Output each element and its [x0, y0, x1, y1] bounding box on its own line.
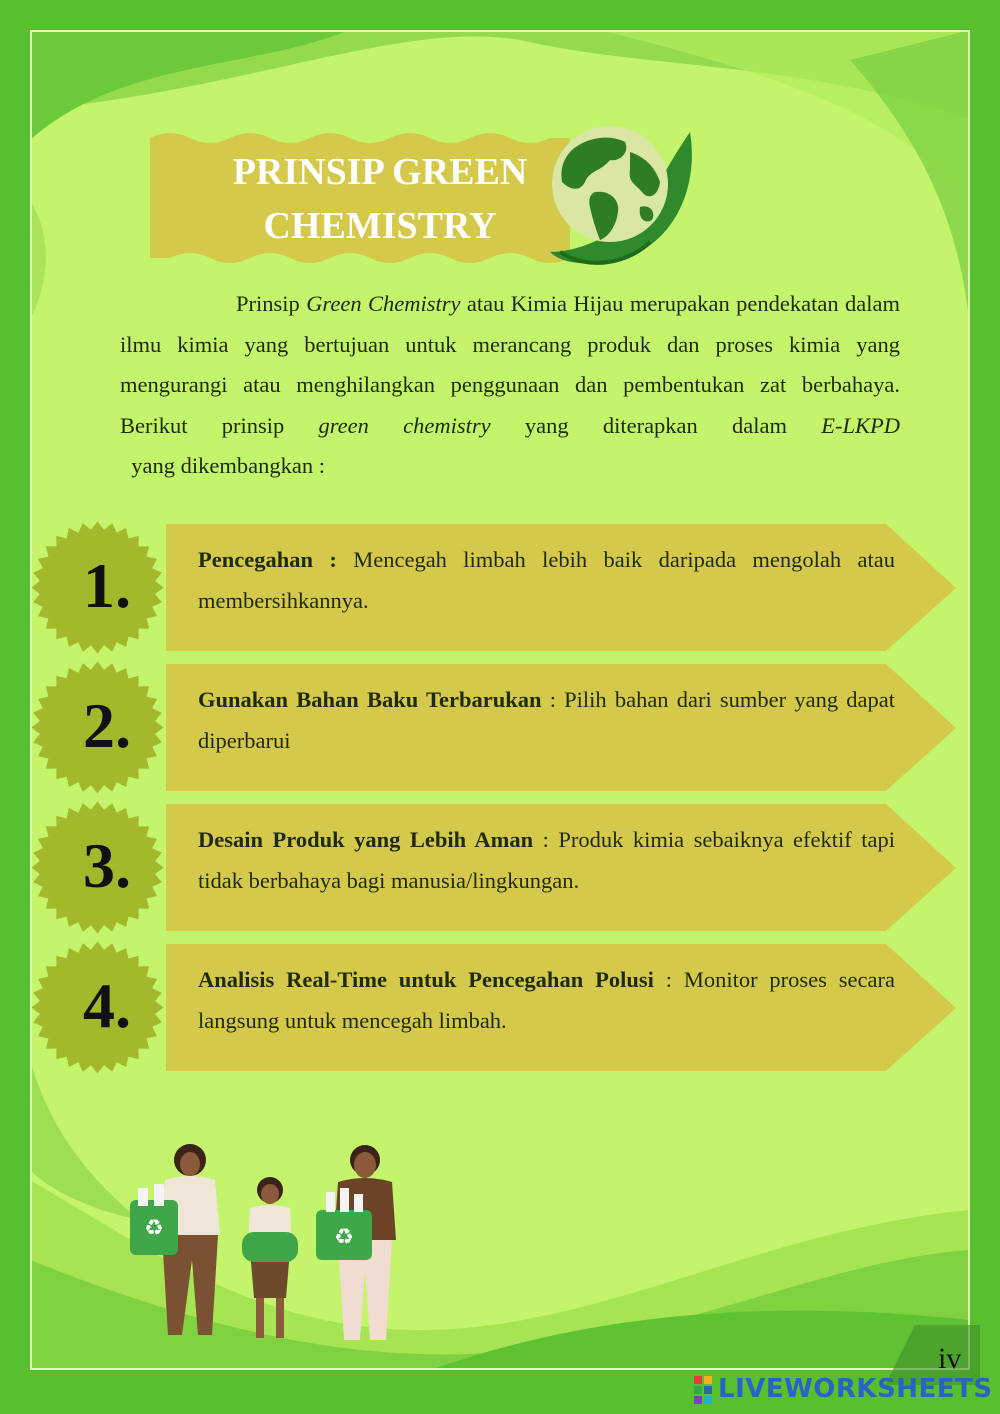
- people-recycling-illustration: [120, 1140, 420, 1370]
- intro-text-4: yang dikembangkan :: [120, 453, 325, 478]
- watermark-text: LIVEWORKSHEETS: [718, 1374, 993, 1404]
- principle-desc: Mencegah limbah lebih baik daripada mengolah atau membersihkannya.: [198, 547, 895, 613]
- intro-italic-2: green chemistry: [318, 412, 491, 438]
- principle-number: 2.: [83, 690, 131, 761]
- principle-desc: : Pilih bahan dari sumber yang dapat diperbarui: [198, 687, 895, 753]
- principle-number: 4.: [83, 970, 131, 1041]
- principle-text: [198, 540, 895, 621]
- principle-name: Desain Produk yang Lebih Aman: [198, 827, 534, 852]
- svg-text:♻: ♻: [144, 1215, 164, 1240]
- intro-text-3: yang diterapkan dalam: [490, 412, 822, 438]
- principle-text: [198, 680, 895, 761]
- globe-leaf-icon: [530, 112, 700, 282]
- principle-text: [198, 960, 895, 1041]
- principle-desc: : Produk kimia sebaiknya efektif tapi tidak berbahaya bagi manusia/lingkungan.: [198, 827, 895, 893]
- principle-text: [198, 820, 895, 901]
- svg-text:♻: ♻: [334, 1224, 354, 1249]
- intro-paragraph: [120, 284, 900, 487]
- principle-item-2: [30, 660, 960, 795]
- title-line-2: CHEMISTRY: [263, 205, 497, 247]
- principle-number: 1.: [83, 550, 131, 621]
- principle-desc: : Monitor proses secara langsung untuk mencegah limbah.: [198, 967, 895, 1033]
- principle-item-4: [30, 940, 960, 1075]
- intro-italic-3: E-LKPD: [821, 412, 900, 438]
- principle-name: Gunakan Bahan Baku Terbarukan: [198, 687, 542, 712]
- intro-text-2: atau Kimia Hijau merupakan pendekatan dalam ilmu kimia yang bertujuan untuk merancang produk dan proses kimia yang mengurangi atau menghilangkan penggunaan dan pembentukan zat berbahaya. Berikut prinsip: [120, 291, 901, 438]
- title-line-1: PRINSIP GREEN: [232, 151, 528, 193]
- principle-item-3: [30, 800, 960, 935]
- principle-name: Analisis Real-Time untuk Pencegahan Polusi: [198, 967, 654, 992]
- principle-number: 3.: [83, 830, 131, 901]
- intro-italic-1: Green Chemistry: [306, 291, 461, 316]
- principle-name: Pencegahan :: [198, 547, 337, 572]
- page-number: iv: [938, 1342, 962, 1375]
- intro-text-1: Prinsip: [236, 291, 307, 316]
- principle-item-1: [30, 520, 960, 655]
